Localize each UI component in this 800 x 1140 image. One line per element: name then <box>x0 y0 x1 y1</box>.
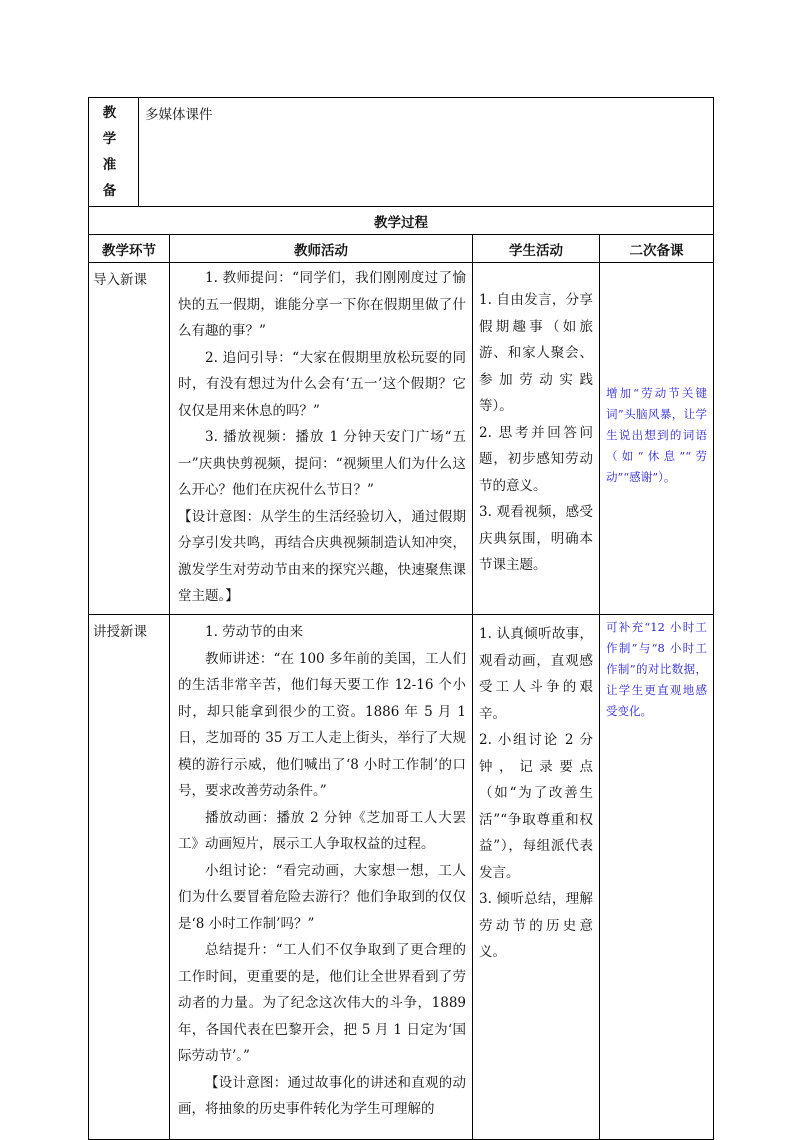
student-paragraph: 2. 思考并回答问题，初步感知劳动节的意义。 <box>479 424 593 494</box>
teacher-activity-cell <box>170 263 473 615</box>
column-header-row <box>89 235 714 263</box>
notes-cell <box>600 263 714 615</box>
process-title: 教学过程 <box>89 207 714 235</box>
teacher-paragraph: 1. 劳动节的由来 <box>205 624 304 640</box>
prep-label-line1: 教学 <box>102 105 125 147</box>
teacher-paragraph: 总结提升：“工人们不仅争取到了更合理的工作时间，更重要的是，他们让全世界看到了劳动者的力量。为了纪念这次伟大的斗争，1889 年，各国代表在巴黎开会，把 5 月 1 日定为‘国际劳动节’。” <box>178 942 466 1064</box>
teacher-paragraph: 1. 教师提问：“同学们，我们刚刚度过了愉快的五一假期，谁能分享一下你在假期里做了什么有趣的事？” <box>178 270 466 339</box>
student-paragraph: 3. 观看视频，感受庆典氛围，明确本节课主题。 <box>479 504 593 573</box>
design-intent: 【设计意图：通过故事化的讲述和直观的动画，将抽象的历史事件转化为学生可理解的 <box>178 1074 466 1117</box>
student-activity-cell <box>473 263 600 615</box>
prep-label <box>89 98 139 207</box>
notes-cell <box>600 615 714 1140</box>
prep-row <box>89 98 714 207</box>
teacher-paragraph: 教师讲述：“在 100 多年前的美国，工人们的生活非常辛苦，他们每天要工作 12-16 个小时，却只能拿到很少的工资。1886 年 5 月 1 日，芝加哥的 35 万工人走上街头，举行了大规模的游行示威，他们喊出了‘8 小时工作制’的口号，要求改善劳动条件。” <box>178 650 466 799</box>
notes-text: 增加“劳动节关键词”头脑风暴，让学生说出想到的词语（如“休息”“劳动”“感谢”）。 <box>606 386 707 484</box>
student-paragraph: 1. 认真倾听故事，观看动画，直观感受工人斗争的艰辛。 <box>479 626 593 722</box>
header-student: 学生活动 <box>473 235 600 263</box>
student-paragraph: 3. 倾听总结，理解劳动节的历史意义。 <box>479 891 593 960</box>
teacher-paragraph: 播放动画：播放 2 分钟《芝加哥工人大罢工》动画短片，展示工人争取权益的过程。 <box>178 809 466 852</box>
prep-value: 多媒体课件 <box>139 98 714 207</box>
teacher-activity-cell <box>170 615 473 1140</box>
table-row <box>89 615 714 1140</box>
teacher-paragraph: 3. 播放视频：播放 1 分钟天安门广场“五一”庆典快剪视频，提问：“视频里人们为什么这么开心？他们在庆祝什么节日？” <box>178 429 466 498</box>
teacher-paragraph: 小组讨论：“看完动画，大家想一想，工人们为什么要冒着危险去游行？他们争取到的仅仅是‘8 小时工作制’吗？” <box>178 862 466 932</box>
student-activity-cell <box>473 615 600 1140</box>
teacher-paragraph: 2. 追问引导：“大家在假期里放松玩耍的同时，有没有想过为什么会有‘五一’这个假期？它仅仅是用来休息的吗？” <box>178 349 466 419</box>
header-teacher: 教师活动 <box>170 235 473 263</box>
stage-cell: 导入新课 <box>89 263 170 615</box>
student-paragraph: 1. 自由发言，分享假期趣事（如旅游、和家人聚会、参加劳动实践等）。 <box>479 292 593 414</box>
header-notes: 二次备课 <box>600 235 714 263</box>
student-paragraph: 2. 小组讨论 2 分钟，记录要点（如“为了改善生活”“争取尊重和权益”），每组派代表发言。 <box>479 732 593 881</box>
design-intent: 【设计意图：从学生的生活经验切入，通过假期分享引发共鸣，再结合庆典视频制造认知冲突，激发学生对劳动节由来的探究兴趣，快速聚焦课堂主题。】 <box>178 508 466 604</box>
stage-cell: 讲授新课 <box>89 615 170 1140</box>
table-row <box>89 263 714 615</box>
prep-label-line2: 准备 <box>102 157 125 199</box>
notes-text: 可补充“12 小时工作制”与“8 小时工作制”的对比数据，让学生更直观地感受变化。 <box>606 620 707 718</box>
header-stage: 教学环节 <box>89 235 170 263</box>
process-title-row <box>89 207 714 235</box>
lesson-plan-table <box>88 97 714 1140</box>
